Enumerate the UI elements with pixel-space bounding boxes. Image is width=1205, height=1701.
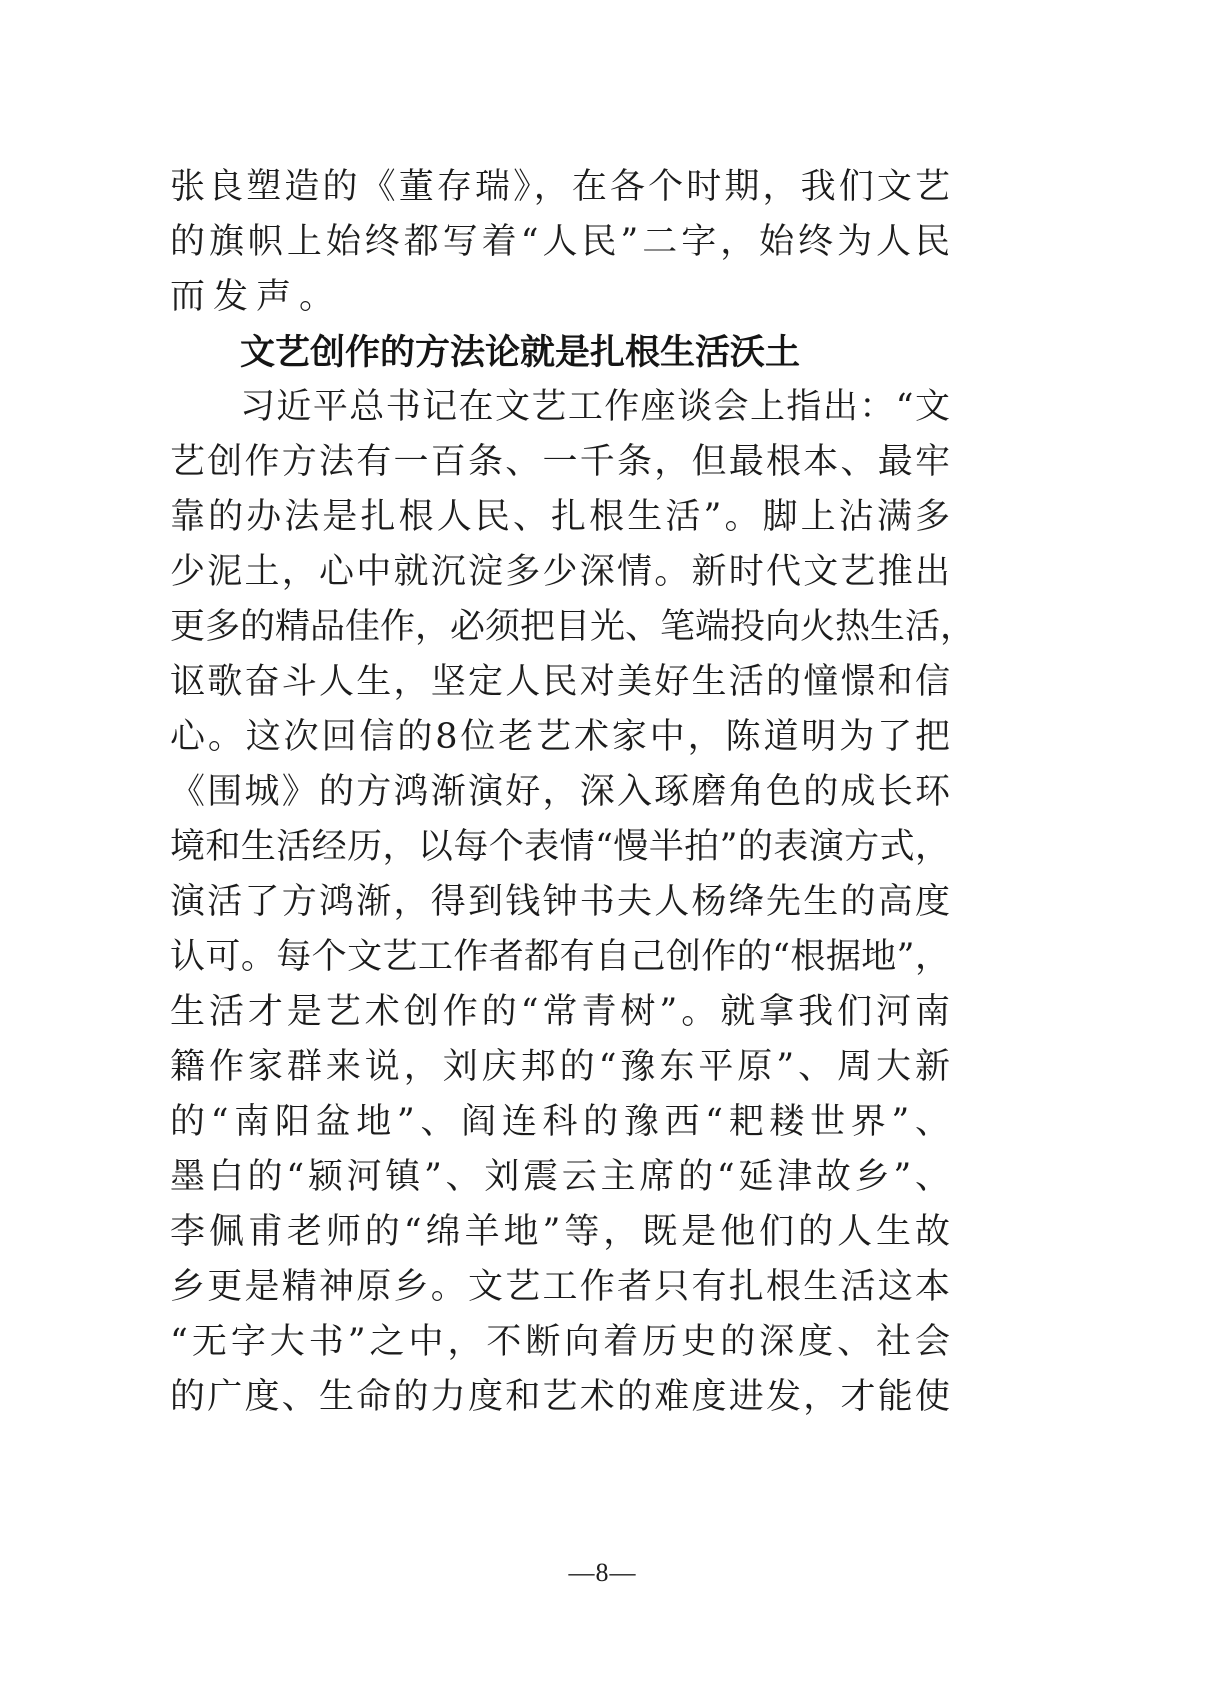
- paragraph-line: 心。这次回信的8位老艺术家中，陈道明为了把: [170, 717, 950, 757]
- paragraph-line: 《围城》的方鸿渐演好，深入琢磨角色的成长环: [170, 772, 950, 812]
- paragraph-line: “无字大书”之中，不断向着历史的深度、社会: [170, 1322, 950, 1362]
- paragraph-line: 李佩甫老师的“绵羊地”等，既是他们的人生故: [170, 1212, 950, 1252]
- section-heading: 文艺创作的方法论就是扎根生活沃土: [240, 333, 801, 373]
- body-text-line: 而发声。: [170, 277, 343, 317]
- paragraph-line: 演活了方鸿渐，得到钱钟书夫人杨绛先生的高度: [170, 882, 950, 922]
- paragraph-line: 籍作家群来说，刘庆邦的“豫东平原”、周大新: [170, 1047, 950, 1087]
- body-text-line: 张良塑造的《董存瑞》，在各个时期，我们文艺: [170, 167, 950, 207]
- paragraph-line: 认可。每个文艺工作者都有自己创作的“根据地”，: [170, 937, 950, 977]
- paragraph-line: 境和生活经历，以每个表情“慢半拍”的表演方式，: [170, 827, 950, 867]
- paragraph-line: 的“南阳盆地”、阎连科的豫西“耙耧世界”、: [170, 1102, 950, 1142]
- paragraph-line: 艺创作方法有一百条、一千条，但最根本、最牢: [170, 442, 950, 482]
- page-number: —8—: [568, 1558, 637, 1587]
- paragraph-line: 墨白的“颍河镇”、刘震云主席的“延津故乡”、: [170, 1157, 950, 1197]
- body-text-line: 的旗帜上始终都写着“人民”二字，始终为人民: [170, 222, 950, 262]
- paragraph-line: 习近平总书记在文艺工作座谈会上指出：“文: [240, 387, 950, 427]
- paragraph-line: 讴歌奋斗人生，坚定人民对美好生活的憧憬和信: [170, 662, 950, 702]
- paragraph-line: 靠的办法是扎根人民、扎根生活”。脚上沾满多: [170, 497, 950, 537]
- paragraph-line: 乡更是精神原乡。文艺工作者只有扎根生活这本: [170, 1267, 950, 1307]
- paragraph-line: 更多的精品佳作，必须把目光、笔端投向火热生活，: [170, 607, 976, 647]
- paragraph-line: 的广度、生命的力度和艺术的难度进发，才能使: [170, 1377, 950, 1417]
- paragraph-line: 生活才是艺术创作的“常青树”。就拿我们河南: [170, 992, 950, 1032]
- paragraph-line: 少泥土，心中就沉淀多少深情。新时代文艺推出: [170, 552, 950, 592]
